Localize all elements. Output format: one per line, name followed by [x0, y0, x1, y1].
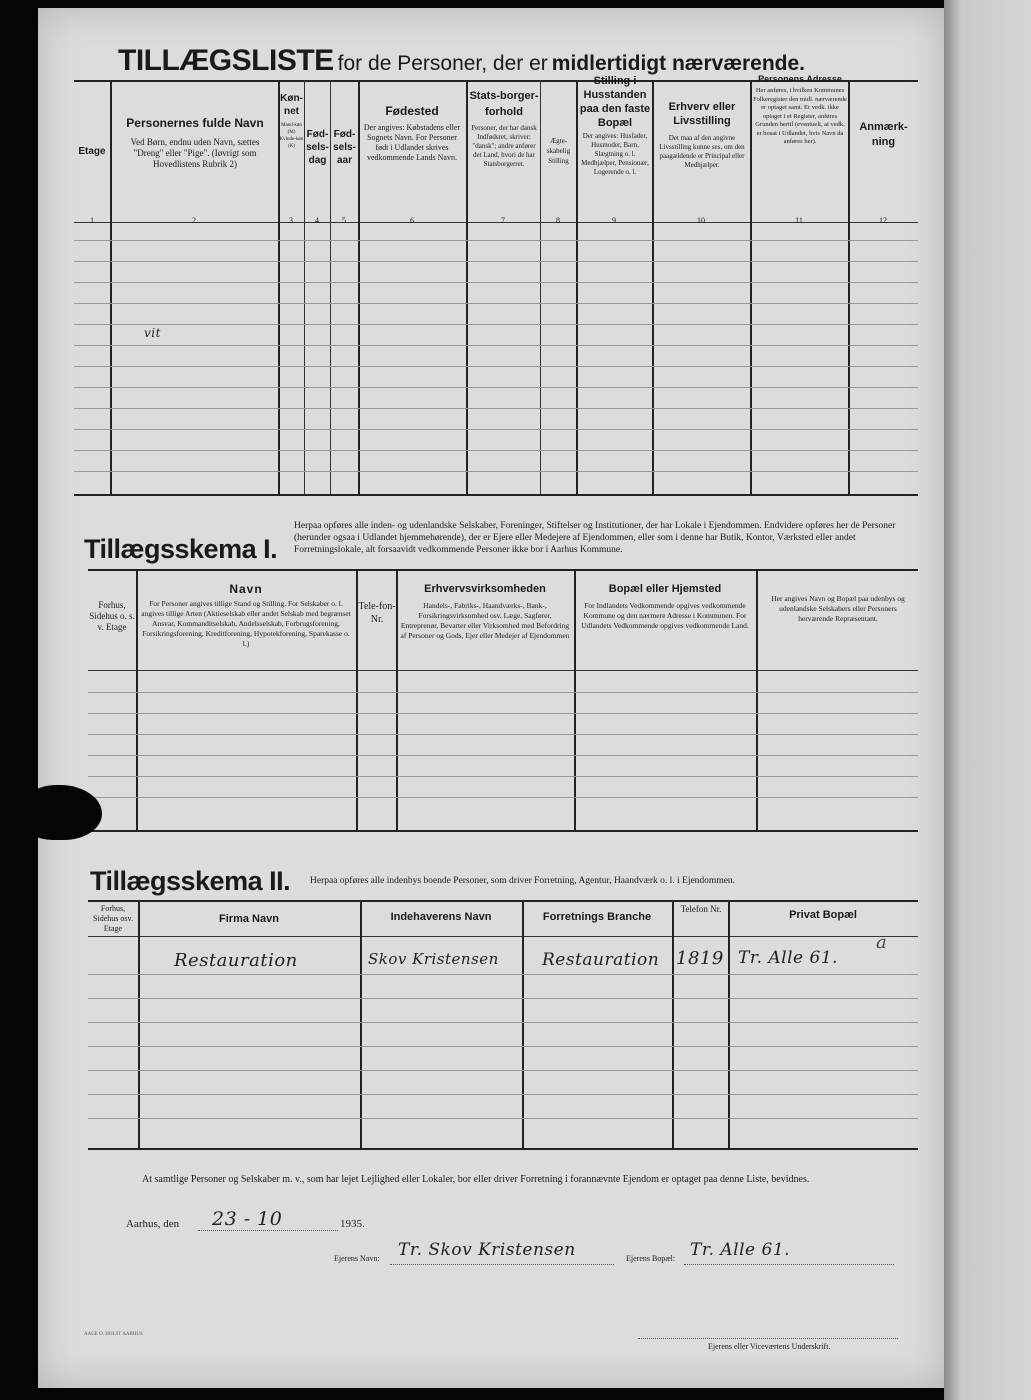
col-number: 3: [289, 216, 293, 225]
indehaver-name-entry: Skov Kristensen: [368, 950, 499, 968]
col-koen-header: [279, 92, 304, 150]
signature-label: Ejerens eller Viceværtens Underskrift.: [708, 1342, 831, 1351]
col-erhverv-title: Erhverv eller Livsstilling: [668, 101, 736, 127]
binding-hole: [22, 785, 102, 840]
footer-statement: At samtlige Personer og Selskaber m. v., som har lejet Lejlighed eller Lokaler, bor eller driver Forretning i forannævnte Ejendom er optaget paa denne Liste, bevidnes.: [142, 1174, 810, 1185]
date-entry: 23 - 10: [212, 1208, 283, 1230]
table2-top-border: [88, 569, 918, 571]
margin-mark: a: [876, 932, 888, 953]
col-number: 5: [342, 216, 346, 225]
telefon-entry: 1819: [676, 948, 724, 969]
row-rule: [88, 755, 918, 756]
col-number: 6: [410, 216, 414, 225]
skema1-col-navn-title: Navn: [229, 582, 263, 596]
skema2-title: Tillægsskema II.: [90, 866, 291, 896]
col-number: 10: [697, 216, 705, 225]
col-number: 7: [501, 216, 505, 225]
col-number: 12: [879, 216, 887, 225]
skema2-col-indehaver: Indehaverens Navn: [390, 911, 492, 923]
table3-col-divider: [360, 900, 362, 1148]
col-foedselsaar-header: Fød-sels-aar: [333, 129, 356, 166]
table3-col-divider: [522, 900, 524, 1148]
col-statsborger-note: Personer, der har dansk Indfødsret, skriver: "dansk"; andre anfører det Land, hvori de har Statsborgerret.: [471, 124, 537, 168]
col-stilling-header: [578, 74, 652, 177]
row-rule: [74, 429, 918, 430]
col-stilling-title: Stilling i Husstanden paa den faste Bopæl: [579, 75, 651, 129]
date-dotted-line: [198, 1230, 338, 1231]
row-rule: [74, 261, 918, 262]
col-number: 11: [795, 216, 803, 225]
table1-col-divider: [358, 80, 360, 494]
tillaegsliste-title-end: midlertidigt nærværende.: [551, 52, 806, 75]
owner-address-dotted-line: [684, 1264, 894, 1265]
form-page: [38, 8, 944, 1388]
footer-year: 1935.: [340, 1218, 365, 1230]
printer-imprint: AAGE O. HOLST AARHUS: [84, 1332, 143, 1337]
col-koen-title: Køn-net: [280, 93, 303, 117]
col-foedested-note: Der angives: Købstadens eller Sognets Navn. For Personer født i Udlandet skrives vedkommende Lands Navn.: [363, 123, 461, 162]
col-etage-header: Etage: [78, 146, 106, 157]
row-rule: [88, 974, 918, 975]
skema2-col-firma: Firma Navn: [219, 913, 279, 925]
owner-address-entry: Tr. Alle 61.: [690, 1240, 791, 1260]
col-navn-header: [116, 116, 274, 170]
row-rule: [74, 450, 918, 451]
col-erhverv-header: [654, 100, 750, 170]
owner-address-label: Ejerens Bopæl:: [626, 1254, 676, 1263]
tillaegsliste-title-bold: TILLÆGSLISTE: [118, 44, 334, 77]
table3-bottom-border: [88, 1148, 918, 1150]
table3-header-bottom: [88, 936, 918, 937]
skema1-col-navn: [140, 582, 352, 649]
row-rule: [74, 387, 918, 388]
firma-name-entry: Restauration: [174, 950, 298, 971]
row-rule: [88, 692, 918, 693]
col-aegteskab-header: Ægte-skabelig Stilling: [546, 137, 571, 165]
col-erhverv-note: Det maa af den angivne Livsstilling kunne ses, om den paagældende er Principal eller Medhjælper.: [659, 134, 745, 169]
skema1-col-bopael-note: For Indlandets Vedkommende opgives vedkommende Kommune og den nærmere Adresse i Kommunen. For Udlandets Vedkommende opgives vedkommende Land.: [581, 601, 749, 630]
skema1-col-telefon: Tele-fon-Nr.: [358, 601, 396, 625]
adjacent-page-edge: [944, 0, 1031, 1400]
row-rule: [74, 345, 918, 346]
privat-bopael-entry: Tr. Alle 61.: [738, 948, 839, 968]
row-rule: [74, 366, 918, 367]
row-rule: [88, 1094, 918, 1095]
row-rule: [88, 1118, 918, 1119]
col-anmaerkning-header: Anmærk-ning: [859, 121, 908, 148]
owner-name-entry: Tr. Skov Kristensen: [398, 1240, 576, 1260]
col-foedested-header: [362, 104, 462, 163]
col-foedselsdag-header: Fød-sels-dag: [306, 129, 329, 166]
table2-header-bottom: [88, 670, 918, 671]
col-number: 4: [315, 216, 319, 225]
col-koen-note: Mand-køn (M) Kvinde-køn (K): [279, 123, 304, 149]
row-rule: [74, 471, 918, 472]
row-rule: [74, 324, 918, 325]
col-foedested-title: Fødested: [385, 104, 439, 118]
owner-name-dotted-line: [390, 1264, 614, 1265]
owner-name-label: Ejerens Navn:: [334, 1254, 380, 1263]
col-stilling-note: Der angives: Husfader, Husmoder, Barn, Slægtning o. l. Medhjælper, Pensionær, Logerende o. l.: [581, 132, 649, 176]
skema2-intro: Herpaa opføres alle indenbys boende Personer, som driver Forretning, Agentur, Haandværk o. l. i Ejendommen.: [310, 876, 736, 886]
skema1-col-erhverv-title: Erhvervsvirksomheden: [424, 583, 546, 595]
col-navn-note: Ved Børn, endnu uden Navn, sættes "Dreng" eller "Pige". (Iøvrigt som Hovedlistens Rubrik 2): [130, 137, 260, 169]
table2-col-divider: [574, 569, 576, 830]
table1-col-divider: [110, 80, 112, 494]
col-number: 1: [90, 216, 94, 225]
col-number: 8: [556, 216, 560, 225]
col-statsborger-title: Stats-borger-forhold: [469, 90, 539, 118]
col-number: 2: [192, 216, 196, 225]
footer-place: Aarhus, den: [126, 1218, 180, 1230]
col-adresse-title: Personens Adresse: [758, 74, 842, 84]
table3-col-divider: [672, 900, 674, 1148]
skema1-intro: Herpaa opføres alle inden- og udenlandske Selskaber, Foreninger, Stiftelser og Institutioner, der har Lokale i Ejendommen. Endvidere opføres her de Personer (herunder ogsaa i Udlandet hjemmehørende), der er Ejere eller Medejere af Ejendommen, eller som i denne har Butik, Kontor, Værksted eller andet Forretningslokale, alt forsaavidt vedkommende Personer ikke bor i Aarhus Kommune.: [294, 521, 896, 555]
row-rule: [88, 1022, 918, 1023]
col-adresse-note: Her anføres, i hvilken Kommunes Folkeregister den midl. nærværende er optaget samt. Er vedk. ikke optaget i et Register, anføres Grunden hertil (eventuelt, at vedk. er bosat i Udlandet, hvis Navn da anføres her).: [753, 87, 847, 145]
row-rule: [74, 282, 918, 283]
table3-col-divider: [138, 900, 140, 1148]
branche-entry: Restauration: [542, 950, 660, 970]
table2-col-divider: [136, 569, 138, 830]
skema1-col-etage: Forhus, Sidehus o. s. v. Etage: [89, 600, 135, 632]
table2-col-divider: [396, 569, 398, 830]
skema1-col-bopael: [578, 582, 752, 631]
row-rule: [88, 1070, 918, 1071]
row-rule: [74, 408, 918, 409]
skema2-col-bopael: Privat Bopæl: [789, 909, 857, 921]
col-adresse-header: [752, 74, 848, 147]
col-navn-title: Personernes fulde Navn: [126, 116, 264, 130]
skema1-col-erhverv-note: Handels-, Fabriks-, Haandværks-, Bank-, Forsikringsvirksomhed osv. Læge, Sagfører, Entreprenør, Bevarter eller Virksomhed med Befordring af Personer og Gods, Ejer eller Medejer af Ejendommen: [400, 601, 570, 640]
row-rule: [74, 303, 918, 304]
skema1-title: Tillægsskema I.: [84, 534, 278, 564]
skema2-col-telefon: Telefon Nr.: [680, 904, 722, 914]
signature-dotted-line: [638, 1338, 898, 1339]
skema2-col-etage: Forhus, Sidehus osv. Etage: [93, 904, 133, 933]
row-rule: [74, 240, 918, 241]
stray-pencil-mark: vit: [144, 326, 161, 340]
skema1-col-bopael-title: Bopæl eller Hjemsted: [608, 583, 722, 595]
row-rule: [88, 998, 918, 999]
table3-col-divider: [728, 900, 730, 1148]
col-number: 9: [612, 216, 616, 225]
table2-bottom-border: [88, 830, 918, 832]
skema1-col-navn-note: For Personer angives tillige Stand og Stilling. For Selskaber o. l. angives tillige Arten (Aktieselskab eller andet Selskab med begrænset Ansvar, Kommanditselskab, Andelsselskab, Forbrugsforening, Forsikringsforening, Kreditforening, Hypotekforening, Sparekasse o. l.): [141, 599, 351, 648]
col-statsborger-header: [468, 88, 540, 169]
row-rule: [88, 734, 918, 735]
row-rule: [88, 713, 918, 714]
tillaegsliste-title-mid: for de Personer, der er: [337, 52, 548, 75]
skema2-col-branche: Forretnings Branche: [542, 911, 652, 923]
table2-col-divider: [756, 569, 758, 830]
row-rule: [88, 797, 918, 798]
tillaegsliste-title: [118, 44, 805, 78]
table3-top-border: [88, 900, 918, 902]
row-rule: [88, 1046, 918, 1047]
skema1-col-repraesentant: Her angives Navn og Bopæl paa udenbys og udenlandske Selskabers eller Personers herværende Repræsentant.: [771, 594, 905, 623]
row-rule: [88, 776, 918, 777]
skema1-col-erhverv: [400, 582, 570, 641]
table1-bottom-border: [74, 494, 918, 496]
